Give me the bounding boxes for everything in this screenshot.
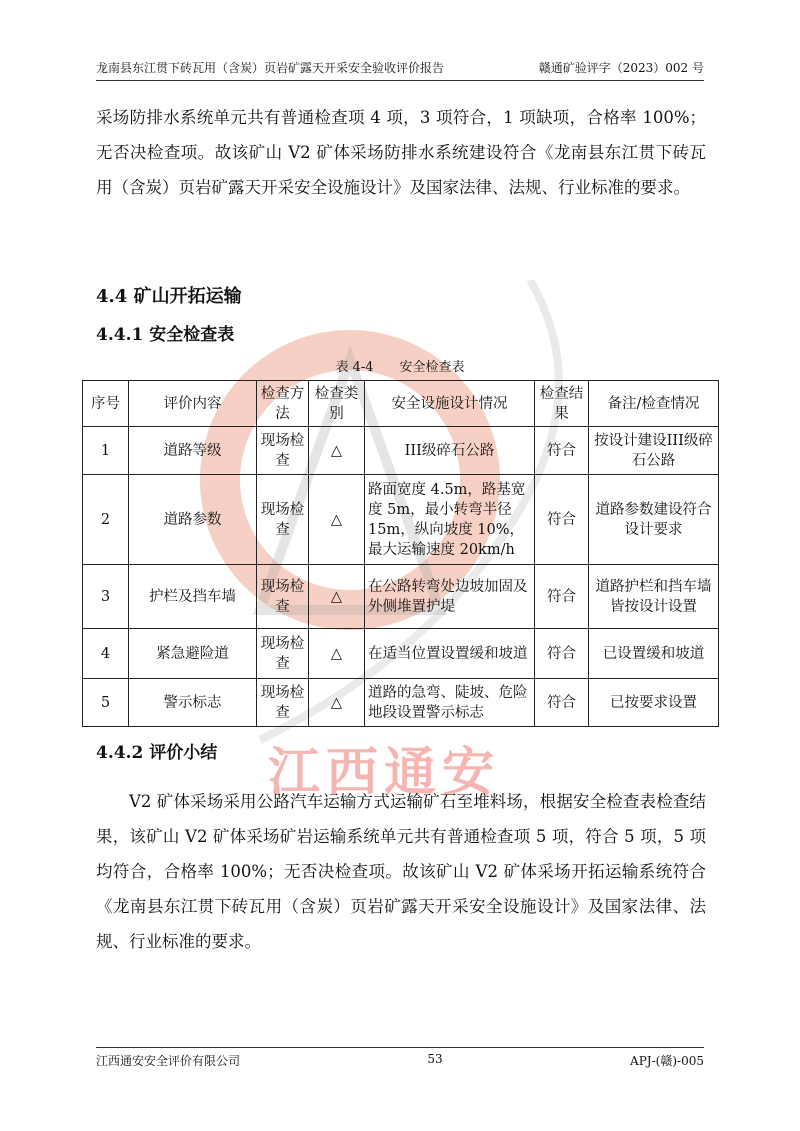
header-cell: 评价内容 (129, 381, 257, 427)
check-result: 符合 (535, 427, 589, 475)
section-title: 4.4 矿山开拓运输 (96, 286, 242, 307)
subsection-title-summary: 4.4.2 评价小结 (96, 743, 218, 763)
page-footer (96, 1047, 704, 1069)
evaluation-item: 道路参数 (129, 475, 257, 565)
header-cell: 序号 (83, 381, 129, 427)
table-row (83, 475, 719, 565)
header-cell: 安全设施设计情况 (365, 381, 535, 427)
row-number: 5 (83, 679, 129, 727)
header-cell: 检查方法 (257, 381, 309, 427)
table-row (83, 565, 719, 629)
evaluation-item: 护栏及挡车墙 (129, 565, 257, 629)
footer-company: 江西通安安全评价有限公司 (96, 1054, 241, 1068)
remarks: 按设计建设III级碎石公路 (589, 427, 719, 475)
row-number: 2 (83, 475, 129, 565)
remarks: 已设置缓和坡道 (589, 629, 719, 679)
summary-paragraph: V2 矿体采场采用公路汽车运输方式运输矿石至堆料场，根据安全检查表检查结果，该矿山 V2 矿体采场矿岩运输系统单元共有普通检查项 5 项，符合 5 项，5 项均符合，合格率 100%；无否决检查项。故该矿山 V2 矿体采场开拓运输系统符合《龙南县东江贯下砖瓦用（含炭）页岩矿露天开采安全设施设计》及国家法律、法规、行业标准的要求。 (96, 792, 706, 951)
evaluation-item: 警示标志 (129, 679, 257, 727)
header-cell: 检查类别 (309, 381, 365, 427)
check-category: △ (309, 629, 365, 679)
check-result: 符合 (535, 679, 589, 727)
page-header (96, 52, 704, 81)
table-row (83, 629, 719, 679)
check-method: 现场检查 (257, 475, 309, 565)
footer-page-number: 53 (427, 1052, 443, 1066)
row-number: 4 (83, 629, 129, 679)
header-cell: 备注/检查情况 (589, 381, 719, 427)
design-status: 路面宽度 4.5m，路基宽度 5m，最小转弯半径 15m，纵向坡度 10%，最大运输速度 20km/h (365, 475, 535, 565)
evaluation-item: 道路等级 (129, 427, 257, 475)
check-result: 符合 (535, 629, 589, 679)
footer-doc-code: APJ-(赣)-005 (630, 1054, 704, 1068)
check-method: 现场检查 (257, 427, 309, 475)
row-number: 3 (83, 565, 129, 629)
design-status: 在适当位置设置缓和坡道 (365, 629, 535, 679)
header-report-number: 赣通矿验评字（2023）002 号 (538, 61, 704, 75)
check-result: 符合 (535, 475, 589, 565)
watermark-stamp-text: 江西通安 (268, 743, 501, 803)
design-status: III级碎石公路 (365, 427, 535, 475)
remarks: 已按要求设置 (589, 679, 719, 727)
check-method: 现场检查 (257, 679, 309, 727)
check-category: △ (309, 565, 365, 629)
table-header-row (83, 381, 719, 427)
table-caption: 表 4-4 安全检查表 (335, 360, 465, 375)
check-result: 符合 (535, 565, 589, 629)
header-report-title: 龙南县东江贯下砖瓦用（含炭）页岩矿露天开采安全验收评价报告 (96, 61, 445, 75)
table-row (83, 679, 719, 727)
row-number: 1 (83, 427, 129, 475)
header-cell: 检查结果 (535, 381, 589, 427)
remarks: 道路参数建设符合设计要求 (589, 475, 719, 565)
design-status: 在公路转弯处边坡加固及外侧堆置护堤 (365, 565, 535, 629)
remarks: 道路护栏和挡车墙皆按设计设置 (589, 565, 719, 629)
design-status: 道路的急弯、陡坡、危险地段设置警示标志 (365, 679, 535, 727)
table-row (83, 427, 719, 475)
check-category: △ (309, 475, 365, 565)
check-method: 现场检查 (257, 629, 309, 679)
check-category: △ (309, 679, 365, 727)
check-category: △ (309, 427, 365, 475)
intro-paragraph: 采场防排水系统单元共有普通检查项 4 项，3 项符合，1 项缺项，合格率 100%；无否决检查项。故该矿山 V2 矿体采场防排水系统建设符合《龙南县东江贯下砖瓦用（含炭）页岩矿露天开采安全设施设计》及国家法律、法规、行业标准的要求。 (96, 108, 706, 197)
evaluation-item: 紧急避险道 (129, 629, 257, 679)
subsection-title-checklist: 4.4.1 安全检查表 (96, 325, 235, 345)
check-method: 现场检查 (257, 565, 309, 629)
safety-check-table (82, 380, 719, 727)
